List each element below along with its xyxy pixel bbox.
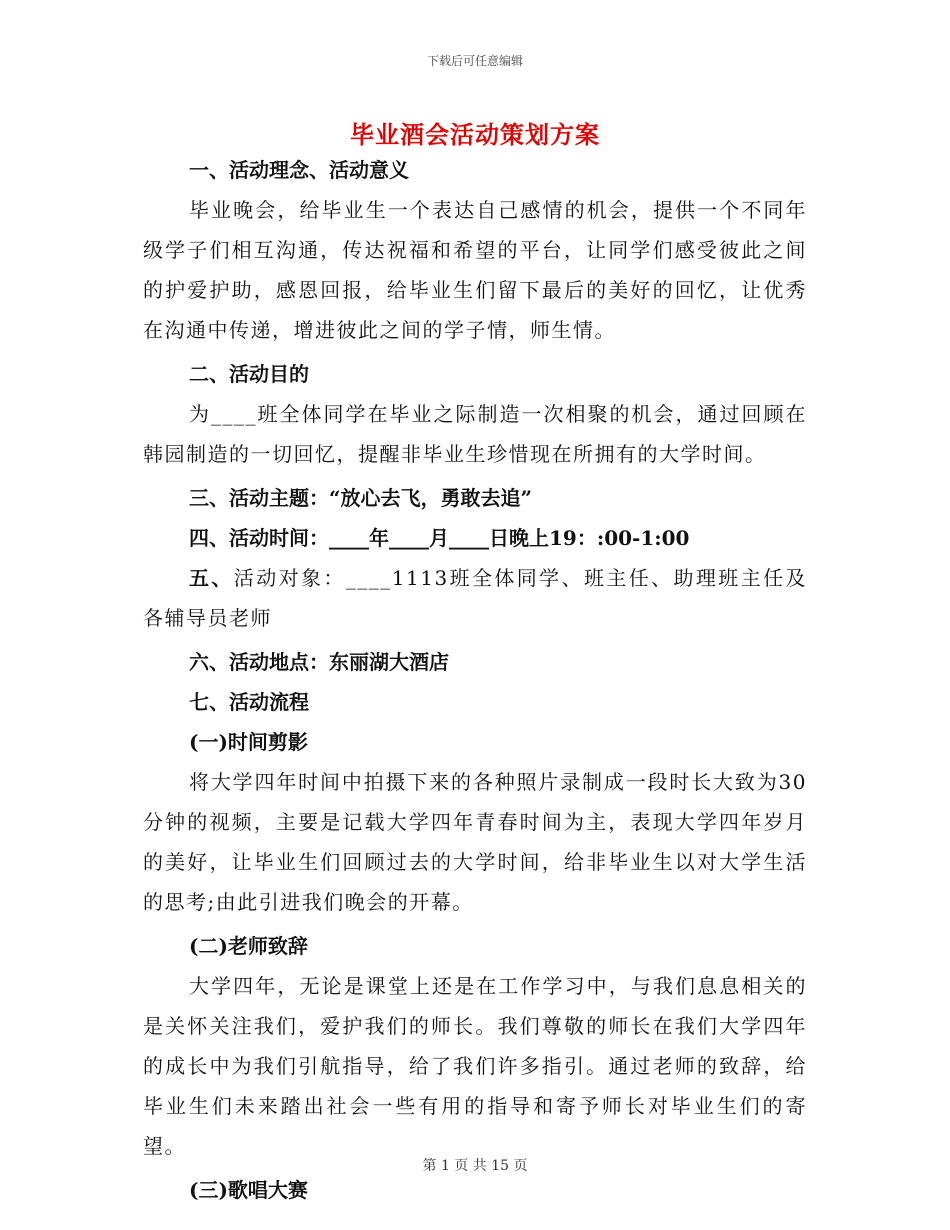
section-audience-label: 五、 [189,566,234,590]
page-title: 毕业酒会活动策划方案 [350,120,600,149]
header-note: 下载后可任意编辑 [426,54,523,68]
subsection-heading-teacher-speech: (二)老师致辞 [189,934,308,958]
section-audience [143,558,807,638]
section-heading-time: 四、活动时间：____年____月____日晚上19：:00-1:00 [189,526,690,550]
subsection-heading-time-montage: (一)时间剪影 [189,730,308,754]
page-footer: 第 1 页 共 15 页 [422,1158,528,1174]
section-heading-process: 七、活动流程 [189,690,309,714]
subsection-text-time-montage: 将大学四年时间中拍摄下来的各种照片录制成一段时长大致为30分钟的视频，主要是记载大学四年青春时间为主，表现大学四年岁月的美好，让毕业生们回顾过去的大学时间，给非毕业生以对大学生活的思考;由此引进我们晚会的开幕。 [143,770,807,914]
section-text-concept: 毕业晚会，给毕业生一个表达自己感情的机会，提供一个不同年级学子们相互沟通，传达祝福和希望的平台，让同学们感受彼此之间的护爱护助，感恩回报，给毕业生们留下最后的美好的回忆，让优秀在沟通中传递，增进彼此之间的学子情，师生情。 [143,198,807,342]
section-heading-purpose: 二、活动目的 [189,362,309,386]
subsection-heading-singing-contest: (三)歌唱大赛 [189,1178,308,1202]
subsection-text-teacher-speech: 大学四年，无论是课堂上还是在工作学习中，与我们息息相关的是关怀关注我们，爱护我们的师长。我们尊敬的师长在我们大学四年的成长中为我们引航指导，给了我们许多指引。通过老师的致辞，给毕业生们未来踏出社会一些有用的指导和寄予师长对毕业生们的寄望。 [143,974,807,1158]
document-body [143,150,807,1210]
section-text-purpose: 为____班全体同学在毕业之际制造一次相聚的机会，通过回顾在韩园制造的一切回忆，提醒非毕业生珍惜现在所拥有的大学时间。 [143,402,807,466]
section-heading-concept: 一、活动理念、活动意义 [189,158,409,182]
section-heading-theme: 三、活动主题：“放心去飞，勇敢去追” [189,486,533,510]
section-audience-text: 活动对象：____1113班全体同学、班主任、助理班主任及各辅导员老师 [143,566,807,630]
section-heading-venue: 六、活动地点：东丽湖大酒店 [189,650,449,674]
